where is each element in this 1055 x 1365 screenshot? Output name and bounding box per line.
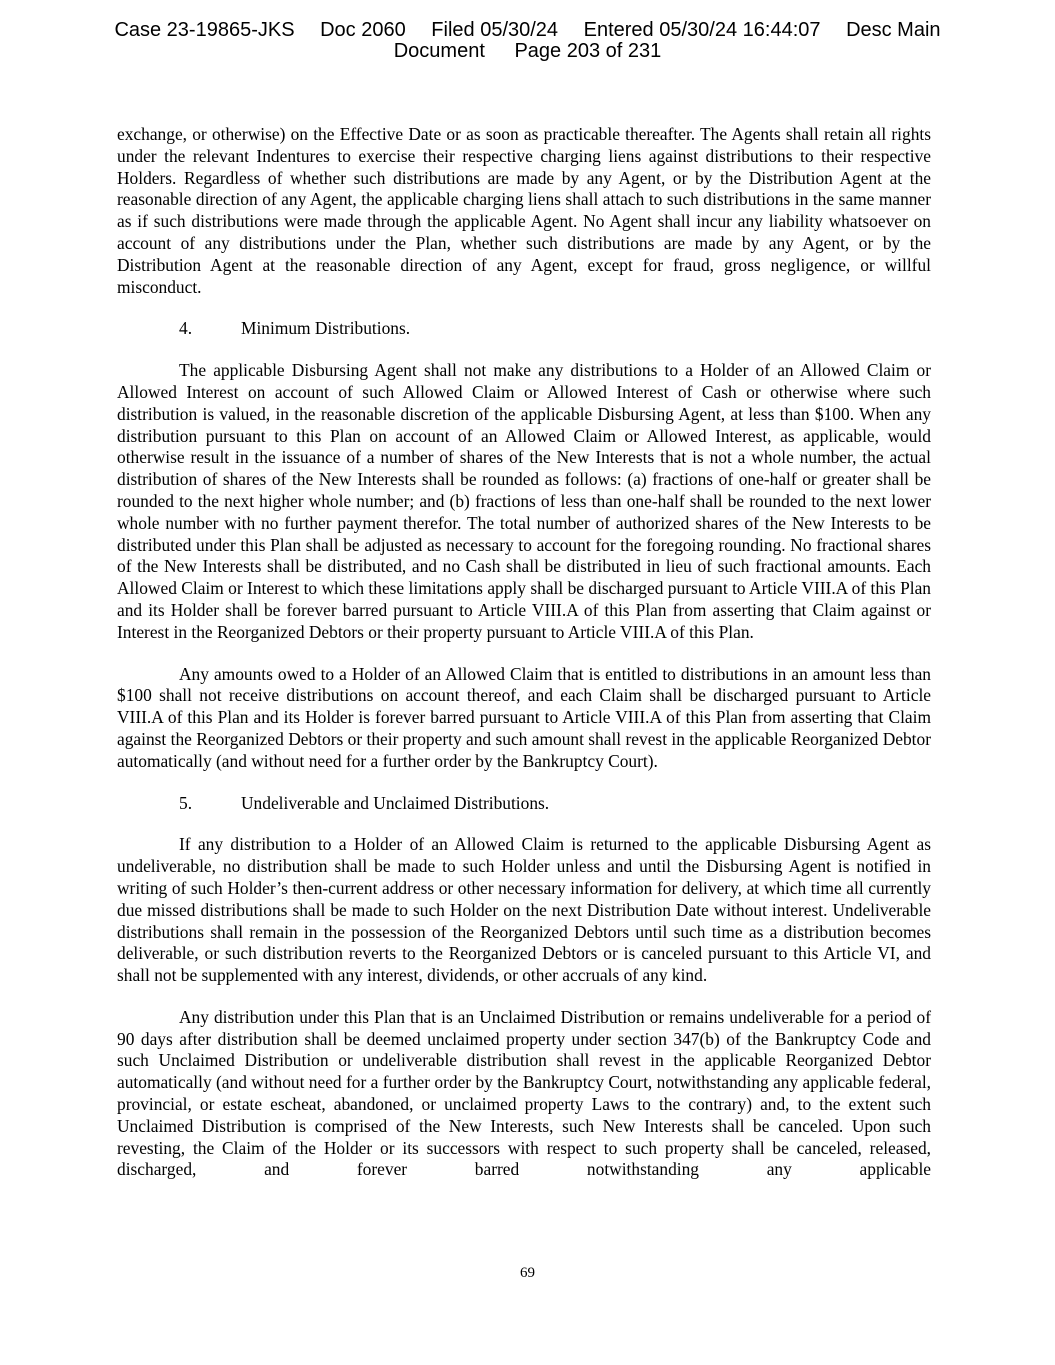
filing-header-line-2 <box>0 41 1055 62</box>
section-heading-undeliverable-distributions <box>179 793 931 815</box>
entered-date: Entered 05/30/24 16:44:07 <box>583 19 821 41</box>
court-filing-header <box>0 20 1055 62</box>
section-number: 4. <box>179 318 193 339</box>
doc-number: Doc 2060 <box>320 19 406 41</box>
section-heading-minimum-distributions <box>179 318 931 340</box>
page-number: 69 <box>520 1265 535 1281</box>
paragraph-minimum-distributions: The applicable Disbursing Agent shall not make any distributions to a Holder of an Allowed Claim or Allowed Interest on account of such Allowed Claim or Allowed Interest of Cash or otherwise where such distribution is valued, in the reasonable discretion of the applicable Disbursing Agent, at less than $100. When any distribution pursuant to this Plan on account of an Allowed Claim or Allowed Interest, as applicable, would otherwise result in the issuance of a number of shares of the New Interests that is not a whole number, the actual distribution of shares of the New Interests shall be rounded as follows: (a) fractions of one-half or greater shall be rounded to the next higher whole number; and (b) fractions of less than one-half shall be rounded to the next lower whole number with no further payment therefor. The total number of authorized shares of the New Interests to be distributed under this Plan shall be adjusted as necessary to account for the foregoing rounding. No fractional shares of the New Interests shall be distributed, and no Cash shall be distributed in lieu of such fractional amounts. Each Allowed Claim or Interest to which these limitations apply shall be discharged pursuant to Article VIII.A of this Plan and its Holder shall be forever barred pursuant to Article VIII.A of this Plan from asserting that Claim against or Interest in the Reorganized Debtors or their property pursuant to Article VIII.A of this Plan. <box>117 360 931 642</box>
case-number: Case 23-19865-JKS <box>114 19 295 41</box>
paragraph-undeliverable-distributions: If any distribution to a Holder of an Allowed Claim is returned to the applicable Disbursing Agent as undeliverable, no distribution shall be made to such Holder unless and until the Disbursing Agent is notified in writing of such Holder’s then-current address or other necessary information for delivery, at which time all currently due missed distributions shall be made to such Holder on the next Distribution Date without interest. Undeliverable distributions shall remain in the possession of the Reorganized Debtors until such time as a distribution becomes deliverable, or such distribution reverts to the Reorganized Debtors or is canceled pursuant to this Article VI, and shall not be supplemented with any interest, dividends, or other accruals of any kind. <box>117 834 931 986</box>
paragraph-amounts-less-than-100: Any amounts owed to a Holder of an Allowed Claim that is entitled to distributions in an amount less than $100 shall not receive distributions on account thereof, and each Claim shall be discharged pursuant to Article VIII.A of this Plan and its Holder is forever barred pursuant to Article VIII.A of this Plan from asserting that Claim against the Reorganized Debtors or their property and such amount shall revest in the applicable Reorganized Debtor automatically (and without need for a further order by the Bankruptcy Court). <box>117 663 931 771</box>
paragraph-unclaimed-distributions: Any distribution under this Plan that is an Unclaimed Distribution or remains undeliverable for a period of 90 days after distribution shall be deemed unclaimed property under section 347(b) of the Bankruptcy Code and such Unclaimed Distribution or undeliverable distribution shall revest in the applicable Reorganized Debtor automatically (and without need for a further order by the Bankruptcy Court, notwithstanding any applicable federal, provincial, or estate escheat, abandoned, or unclaimed property Laws to the contrary) and, to the extent such Unclaimed Distribution is comprised of the New Interests, such New Interests shall be canceled. Upon such revesting, the Claim of the Holder or its successors with respect to such property shall be canceled, released, discharged, and forever barred notwithstanding any applicable <box>117 1006 931 1180</box>
document-label: Document <box>393 40 485 62</box>
section-title: Minimum Distributions. <box>241 318 411 339</box>
document-body <box>117 124 931 1181</box>
section-title: Undeliverable and Unclaimed Distributions. <box>241 792 550 813</box>
filed-date: Filed 05/30/24 <box>431 19 559 41</box>
filing-header-line-1 <box>0 20 1055 41</box>
paragraph-agents-charging-liens: exchange, or otherwise) on the Effective Date or as soon as practicable thereafter. The Agents shall retain all rights under the relevant Indentures to exercise their respective charging liens against distributions to their respective Holders. Regardless of whether such distributions are made by any Agent, or by the Distribution Agent at the reasonable direction of any Agent, the applicable charging liens shall attach to such distributions in the same manner as if such distributions were made through the applicable Agent. No Agent shall incur any liability whatsoever on account of any distributions under the Plan, whether such distributions are made by any Agent, or by the Distribution Agent at the reasonable direction of any Agent, except for fraud, gross negligence, or willful misconduct. <box>117 124 931 297</box>
page-of-total: Page 203 of 231 <box>514 40 662 62</box>
section-number: 5. <box>179 792 193 813</box>
description: Desc Main <box>846 19 941 41</box>
